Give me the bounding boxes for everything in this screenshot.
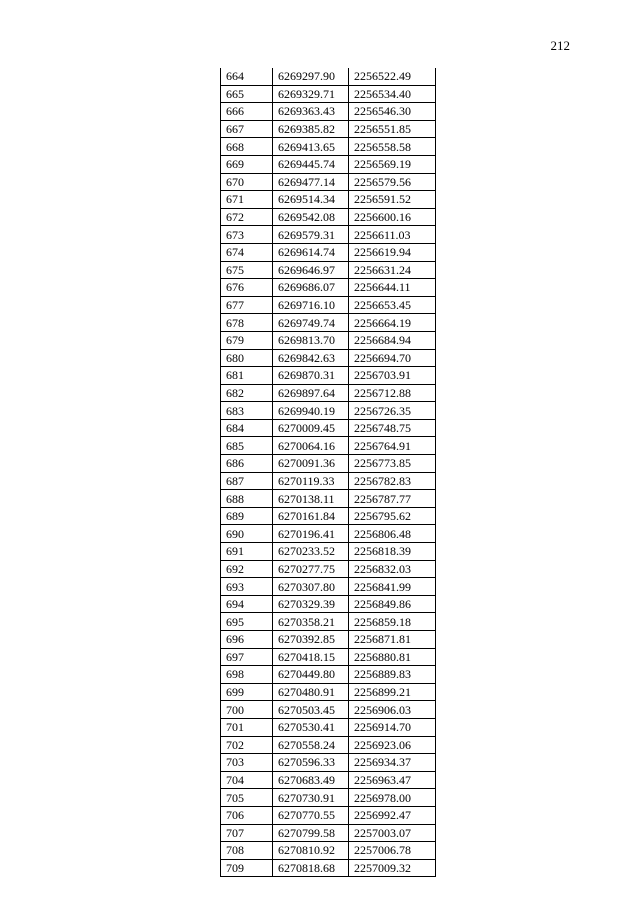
- point-number-cell: 665: [221, 85, 273, 103]
- table-row: [221, 560, 436, 578]
- y-coordinate-cell: 2256992.47: [349, 806, 436, 824]
- y-coordinate-cell: 2256764.91: [349, 437, 436, 455]
- table-row: [221, 718, 436, 736]
- table-row: [221, 578, 436, 596]
- y-coordinate-cell: 2256600.16: [349, 208, 436, 226]
- point-number-cell: 672: [221, 208, 273, 226]
- y-coordinate-cell: 2256546.30: [349, 103, 436, 121]
- table-row: [221, 613, 436, 631]
- x-coordinate-cell: 6269329.71: [273, 85, 349, 103]
- table-row: [221, 859, 436, 877]
- coordinates-table-body: [221, 68, 436, 877]
- table-row: [221, 155, 436, 173]
- table-row: [221, 402, 436, 420]
- point-number-cell: 675: [221, 261, 273, 279]
- point-number-cell: 706: [221, 806, 273, 824]
- y-coordinate-cell: 2257003.07: [349, 824, 436, 842]
- y-coordinate-cell: 2256703.91: [349, 367, 436, 385]
- x-coordinate-cell: 6269579.31: [273, 226, 349, 244]
- x-coordinate-cell: 6270009.45: [273, 419, 349, 437]
- table-row: [221, 243, 436, 261]
- point-number-cell: 709: [221, 859, 273, 877]
- x-coordinate-cell: 6270418.15: [273, 648, 349, 666]
- x-coordinate-cell: 6270480.91: [273, 683, 349, 701]
- point-number-cell: 686: [221, 455, 273, 473]
- page-number: 212: [550, 38, 570, 53]
- point-number-cell: 696: [221, 631, 273, 649]
- y-coordinate-cell: 2256849.86: [349, 595, 436, 613]
- point-number-cell: 674: [221, 243, 273, 261]
- x-coordinate-cell: 6270196.41: [273, 525, 349, 543]
- point-number-cell: 679: [221, 331, 273, 349]
- y-coordinate-cell: 2256841.99: [349, 578, 436, 596]
- y-coordinate-cell: 2256787.77: [349, 490, 436, 508]
- x-coordinate-cell: 6270683.49: [273, 771, 349, 789]
- table-row: [221, 191, 436, 209]
- y-coordinate-cell: 2257009.32: [349, 859, 436, 877]
- y-coordinate-cell: 2256963.47: [349, 771, 436, 789]
- point-number-cell: 670: [221, 173, 273, 191]
- point-number-cell: 702: [221, 736, 273, 754]
- y-coordinate-cell: 2257006.78: [349, 842, 436, 860]
- y-coordinate-cell: 2256684.94: [349, 331, 436, 349]
- point-number-cell: 678: [221, 314, 273, 332]
- x-coordinate-cell: 6270138.11: [273, 490, 349, 508]
- y-coordinate-cell: 2256569.19: [349, 155, 436, 173]
- table-row: [221, 331, 436, 349]
- table-row: [221, 683, 436, 701]
- x-coordinate-cell: 6270596.33: [273, 754, 349, 772]
- table-row: [221, 806, 436, 824]
- point-number-cell: 685: [221, 437, 273, 455]
- x-coordinate-cell: 6270091.36: [273, 455, 349, 473]
- table-row: [221, 771, 436, 789]
- point-number-cell: 708: [221, 842, 273, 860]
- y-coordinate-cell: 2256880.81: [349, 648, 436, 666]
- y-coordinate-cell: 2256795.62: [349, 507, 436, 525]
- coordinates-table: [220, 68, 436, 877]
- table-row: [221, 419, 436, 437]
- point-number-cell: 700: [221, 701, 273, 719]
- x-coordinate-cell: 6270770.55: [273, 806, 349, 824]
- point-number-cell: 703: [221, 754, 273, 772]
- point-number-cell: 681: [221, 367, 273, 385]
- x-coordinate-cell: 6269940.19: [273, 402, 349, 420]
- point-number-cell: 691: [221, 543, 273, 561]
- y-coordinate-cell: 2256653.45: [349, 296, 436, 314]
- table-row: [221, 349, 436, 367]
- y-coordinate-cell: 2256906.03: [349, 701, 436, 719]
- x-coordinate-cell: 6270530.41: [273, 718, 349, 736]
- point-number-cell: 697: [221, 648, 273, 666]
- y-coordinate-cell: 2256664.19: [349, 314, 436, 332]
- point-number-cell: 677: [221, 296, 273, 314]
- x-coordinate-cell: 6270810.92: [273, 842, 349, 860]
- point-number-cell: 666: [221, 103, 273, 121]
- table-row: [221, 490, 436, 508]
- x-coordinate-cell: 6270730.91: [273, 789, 349, 807]
- x-coordinate-cell: 6269686.07: [273, 279, 349, 297]
- x-coordinate-cell: 6270329.39: [273, 595, 349, 613]
- y-coordinate-cell: 2256782.83: [349, 472, 436, 490]
- x-coordinate-cell: 6269749.74: [273, 314, 349, 332]
- y-coordinate-cell: 2256773.85: [349, 455, 436, 473]
- x-coordinate-cell: 6270233.52: [273, 543, 349, 561]
- table-row: [221, 789, 436, 807]
- y-coordinate-cell: 2256818.39: [349, 543, 436, 561]
- x-coordinate-cell: 6269297.90: [273, 68, 349, 85]
- point-number-cell: 668: [221, 138, 273, 156]
- table-row: [221, 842, 436, 860]
- x-coordinate-cell: 6270799.58: [273, 824, 349, 842]
- table-row: [221, 595, 436, 613]
- table-row: [221, 261, 436, 279]
- table-row: [221, 120, 436, 138]
- table-row: [221, 824, 436, 842]
- table-row: [221, 367, 436, 385]
- table-row: [221, 296, 436, 314]
- table-row: [221, 103, 436, 121]
- table-row: [221, 173, 436, 191]
- y-coordinate-cell: 2256522.49: [349, 68, 436, 85]
- table-row: [221, 507, 436, 525]
- table-row: [221, 226, 436, 244]
- x-coordinate-cell: 6270449.80: [273, 666, 349, 684]
- table-row: [221, 543, 436, 561]
- x-coordinate-cell: 6269385.82: [273, 120, 349, 138]
- y-coordinate-cell: 2256534.40: [349, 85, 436, 103]
- x-coordinate-cell: 6269413.65: [273, 138, 349, 156]
- x-coordinate-cell: 6270818.68: [273, 859, 349, 877]
- y-coordinate-cell: 2256558.58: [349, 138, 436, 156]
- y-coordinate-cell: 2256712.88: [349, 384, 436, 402]
- table-row: [221, 208, 436, 226]
- y-coordinate-cell: 2256619.94: [349, 243, 436, 261]
- point-number-cell: 705: [221, 789, 273, 807]
- y-coordinate-cell: 2256591.52: [349, 191, 436, 209]
- point-number-cell: 693: [221, 578, 273, 596]
- y-coordinate-cell: 2256859.18: [349, 613, 436, 631]
- y-coordinate-cell: 2256748.75: [349, 419, 436, 437]
- y-coordinate-cell: 2256914.70: [349, 718, 436, 736]
- point-number-cell: 687: [221, 472, 273, 490]
- table-row: [221, 85, 436, 103]
- point-number-cell: 695: [221, 613, 273, 631]
- x-coordinate-cell: 6270161.84: [273, 507, 349, 525]
- x-coordinate-cell: 6270119.33: [273, 472, 349, 490]
- table-row: [221, 754, 436, 772]
- point-number-cell: 704: [221, 771, 273, 789]
- y-coordinate-cell: 2256899.21: [349, 683, 436, 701]
- table-row: [221, 384, 436, 402]
- y-coordinate-cell: 2256889.83: [349, 666, 436, 684]
- table-row: [221, 455, 436, 473]
- point-number-cell: 682: [221, 384, 273, 402]
- x-coordinate-cell: 6270358.21: [273, 613, 349, 631]
- point-number-cell: 684: [221, 419, 273, 437]
- x-coordinate-cell: 6269813.70: [273, 331, 349, 349]
- table-row: [221, 314, 436, 332]
- table-row: [221, 68, 436, 85]
- point-number-cell: 692: [221, 560, 273, 578]
- table-row: [221, 701, 436, 719]
- table-row: [221, 472, 436, 490]
- y-coordinate-cell: 2256579.56: [349, 173, 436, 191]
- y-coordinate-cell: 2256726.35: [349, 402, 436, 420]
- x-coordinate-cell: 6270503.45: [273, 701, 349, 719]
- point-number-cell: 689: [221, 507, 273, 525]
- y-coordinate-cell: 2256871.81: [349, 631, 436, 649]
- point-number-cell: 701: [221, 718, 273, 736]
- x-coordinate-cell: 6270064.16: [273, 437, 349, 455]
- x-coordinate-cell: 6269646.97: [273, 261, 349, 279]
- y-coordinate-cell: 2256611.03: [349, 226, 436, 244]
- x-coordinate-cell: 6269614.74: [273, 243, 349, 261]
- y-coordinate-cell: 2256644.11: [349, 279, 436, 297]
- y-coordinate-cell: 2256934.37: [349, 754, 436, 772]
- point-number-cell: 671: [221, 191, 273, 209]
- table-row: [221, 648, 436, 666]
- x-coordinate-cell: 6269542.08: [273, 208, 349, 226]
- x-coordinate-cell: 6270392.85: [273, 631, 349, 649]
- table-row: [221, 736, 436, 754]
- x-coordinate-cell: 6269445.74: [273, 155, 349, 173]
- x-coordinate-cell: 6270307.80: [273, 578, 349, 596]
- y-coordinate-cell: 2256551.85: [349, 120, 436, 138]
- point-number-cell: 673: [221, 226, 273, 244]
- x-coordinate-cell: 6269477.14: [273, 173, 349, 191]
- table-row: [221, 525, 436, 543]
- x-coordinate-cell: 6269363.43: [273, 103, 349, 121]
- point-number-cell: 707: [221, 824, 273, 842]
- point-number-cell: 694: [221, 595, 273, 613]
- x-coordinate-cell: 6269842.63: [273, 349, 349, 367]
- point-number-cell: 680: [221, 349, 273, 367]
- x-coordinate-cell: 6269716.10: [273, 296, 349, 314]
- y-coordinate-cell: 2256631.24: [349, 261, 436, 279]
- table-row: [221, 631, 436, 649]
- x-coordinate-cell: 6269870.31: [273, 367, 349, 385]
- point-number-cell: 667: [221, 120, 273, 138]
- y-coordinate-cell: 2256806.48: [349, 525, 436, 543]
- table-row: [221, 666, 436, 684]
- y-coordinate-cell: 2256694.70: [349, 349, 436, 367]
- table-row: [221, 138, 436, 156]
- x-coordinate-cell: 6270277.75: [273, 560, 349, 578]
- table-row: [221, 437, 436, 455]
- point-number-cell: 676: [221, 279, 273, 297]
- point-number-cell: 683: [221, 402, 273, 420]
- point-number-cell: 698: [221, 666, 273, 684]
- point-number-cell: 664: [221, 68, 273, 85]
- x-coordinate-cell: 6270558.24: [273, 736, 349, 754]
- y-coordinate-cell: 2256923.06: [349, 736, 436, 754]
- y-coordinate-cell: 2256978.00: [349, 789, 436, 807]
- point-number-cell: 690: [221, 525, 273, 543]
- table-row: [221, 279, 436, 297]
- point-number-cell: 699: [221, 683, 273, 701]
- x-coordinate-cell: 6269897.64: [273, 384, 349, 402]
- point-number-cell: 669: [221, 155, 273, 173]
- y-coordinate-cell: 2256832.03: [349, 560, 436, 578]
- point-number-cell: 688: [221, 490, 273, 508]
- x-coordinate-cell: 6269514.34: [273, 191, 349, 209]
